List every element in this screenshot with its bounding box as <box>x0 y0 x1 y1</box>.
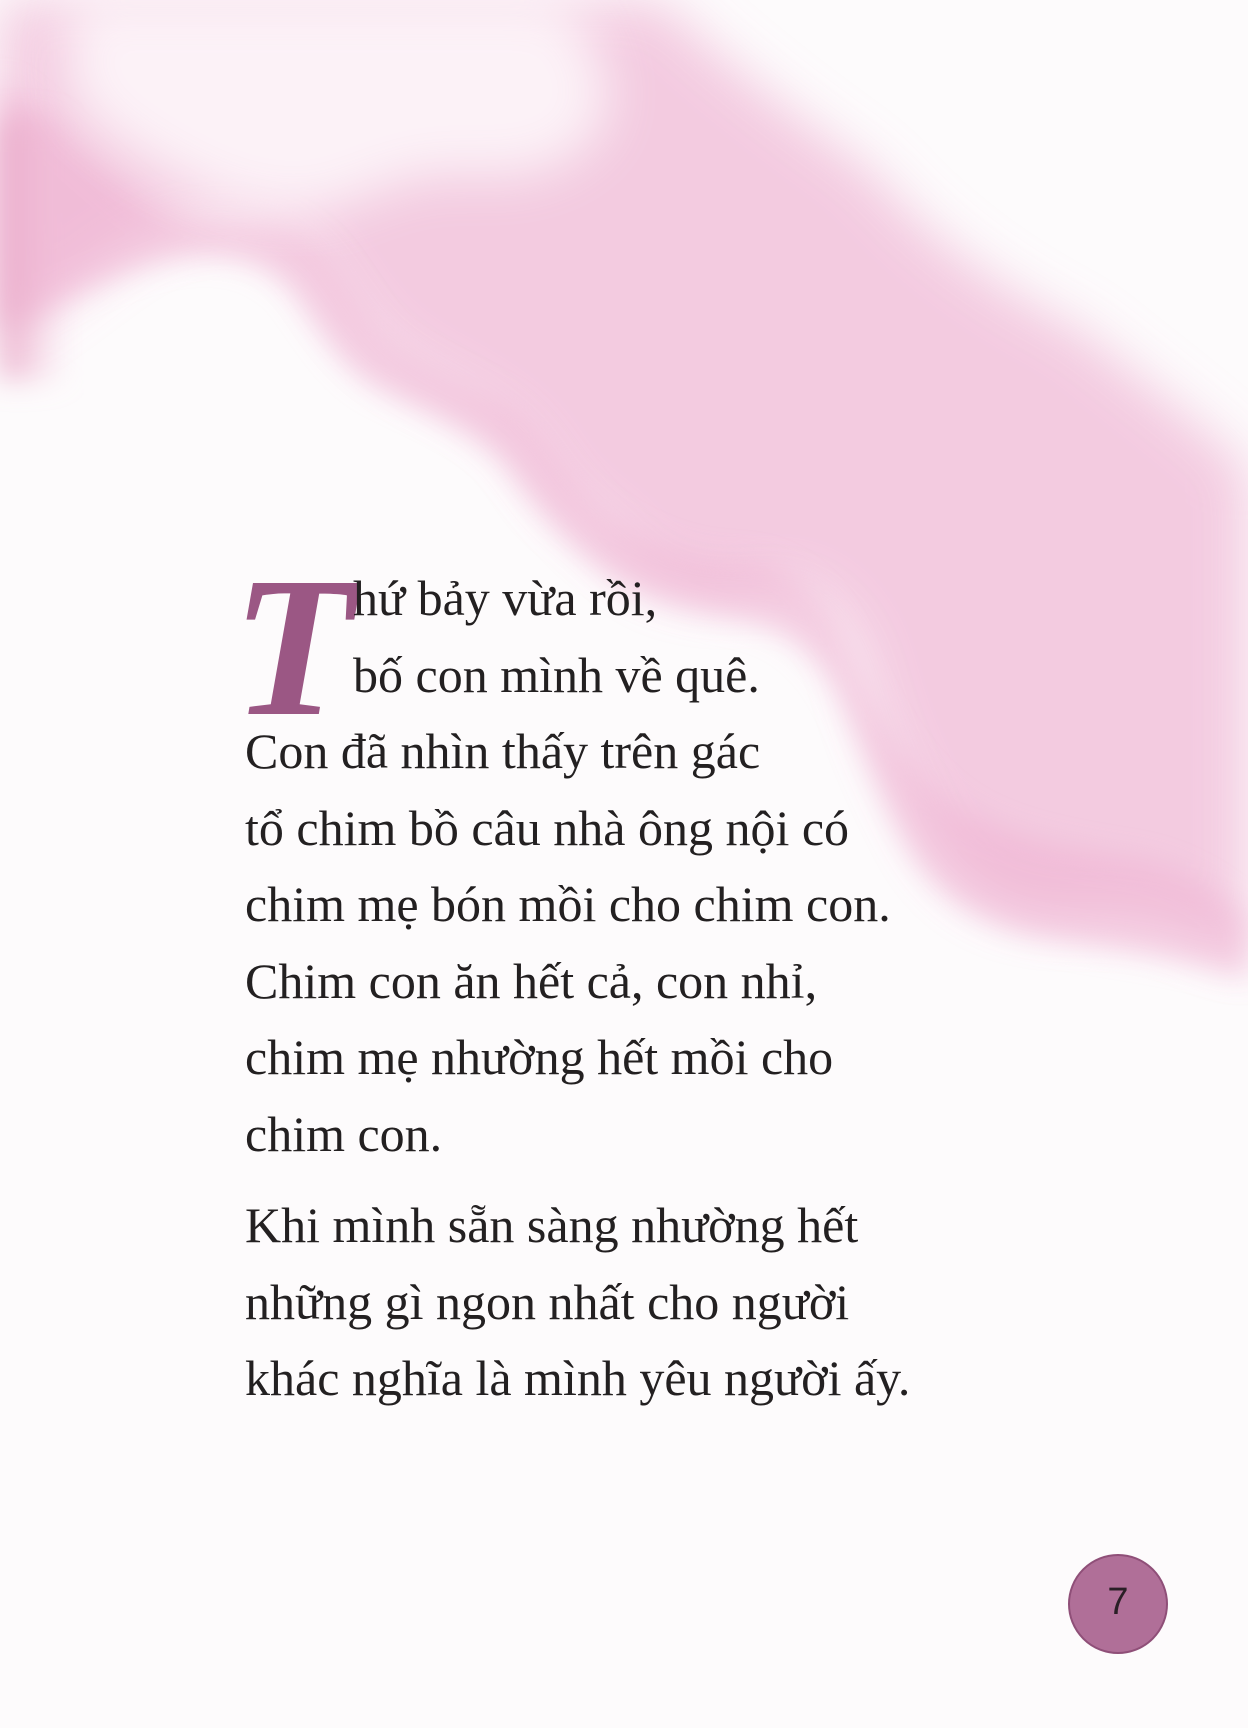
page-number-badge: 7 <box>1068 1554 1168 1654</box>
text-line: tổ chim bồ câu nhà ông nội có <box>245 799 850 856</box>
paragraph-1 <box>245 560 1065 1172</box>
text-line: Chim con ăn hết cả, con nhỉ, <box>245 952 818 1009</box>
text-line: những gì ngon nhất cho người <box>245 1273 850 1330</box>
paragraph-2 <box>245 1187 1065 1417</box>
text-line: bố con mình về quê. <box>353 646 760 703</box>
text-line: khác nghĩa là mình yêu người ấy. <box>245 1350 911 1406</box>
text-line: chim mẹ bón mồi cho chim con. <box>245 876 891 932</box>
text-line: Con đã nhìn thấy trên gác <box>245 723 761 779</box>
text-line: chim mẹ nhường hết mồi cho <box>245 1029 834 1085</box>
drop-cap: T <box>232 537 355 758</box>
text-line: Khi mình sẵn sàng nhường hết <box>245 1197 859 1253</box>
text-line: hứ bảy vừa rồi, <box>353 570 658 626</box>
story-text <box>245 560 1065 1417</box>
text-line: chim con. <box>245 1105 443 1162</box>
